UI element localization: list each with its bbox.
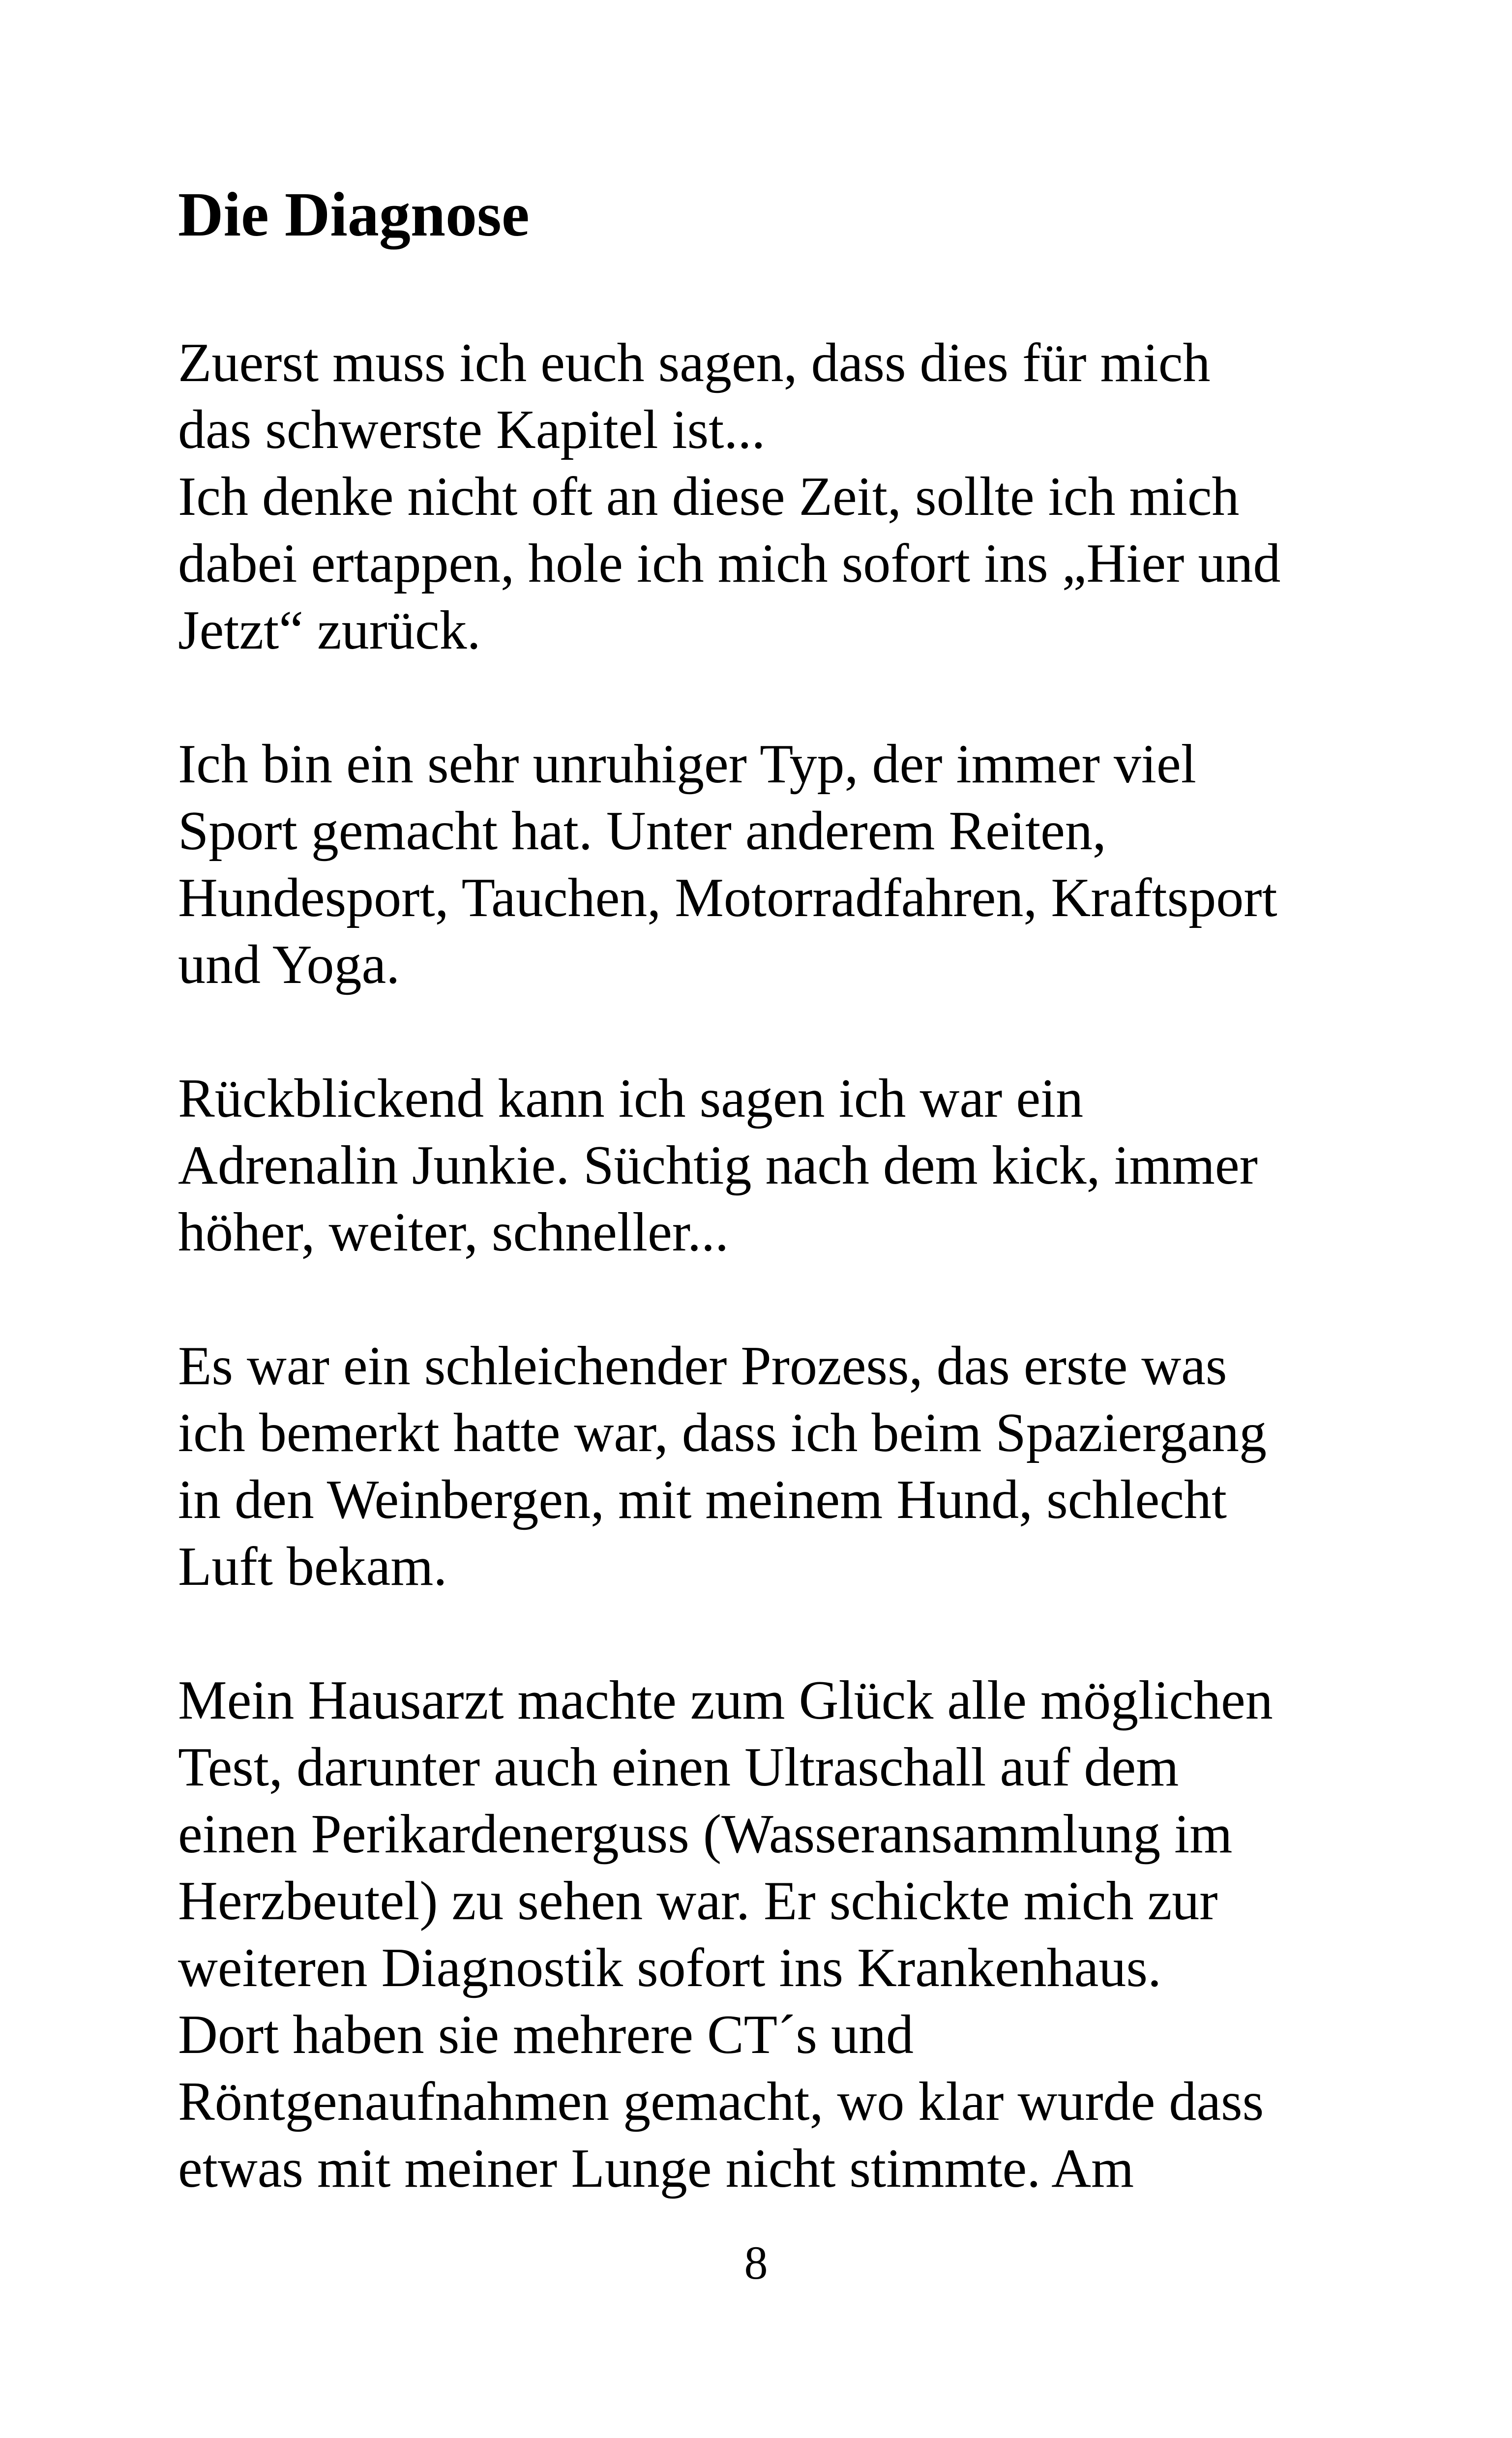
text-line: Sport gemacht hat. Unter anderem Reiten, [178, 801, 1106, 862]
paragraph [178, 1333, 1383, 1600]
text-line: höher, weiter, schneller... [178, 1202, 729, 1263]
text-line: einen Perikardenerguss (Wasseransammlung im [178, 1804, 1233, 1865]
text-line: Es war ein schleichender Prozess, das erste was [178, 1336, 1227, 1397]
text-line: Zuerst muss ich euch sagen, dass dies für mich [178, 332, 1211, 393]
text-line: in den Weinbergen, mit meinem Hund, schlecht [178, 1469, 1227, 1530]
text-line: weiteren Diagnostik sofort ins Krankenhaus. [178, 1937, 1161, 1998]
text-line: Adrenalin Junkie. Süchtig nach dem kick, immer [178, 1135, 1258, 1196]
text-line: das schwerste Kapitel ist... [178, 399, 766, 460]
paragraph [178, 329, 1383, 664]
text-line: Mein Hausarzt machte zum Glück alle möglichen [178, 1670, 1273, 1731]
text-line: Rückblickend kann ich sagen ich war ein [178, 1068, 1084, 1129]
chapter-title: Die Diagnose [178, 179, 530, 249]
paragraph [178, 1667, 1383, 2202]
text-line: Ich bin ein sehr unruhiger Typ, der immer viel [178, 734, 1196, 795]
paragraph [178, 731, 1383, 998]
text-line: Hundesport, Tauchen, Motorradfahren, Kraftsport [178, 867, 1277, 928]
text-line: Jetzt“ zurück. [178, 600, 481, 661]
text-line: Röntgenaufnahmen gemacht, wo klar wurde dass [178, 2071, 1264, 2132]
text-line: Herzbeutel) zu sehen war. Er schickte mich zur [178, 1871, 1218, 1932]
text-line: Ich denke nicht oft an diese Zeit, sollte ich mich [178, 466, 1240, 527]
text-line: und Yoga. [178, 934, 400, 995]
paragraph [178, 1065, 1383, 1266]
text-line: etwas mit meiner Lunge nicht stimmte. Am [178, 2138, 1134, 2199]
text-line: Dort haben sie mehrere CT´s und [178, 2004, 914, 2065]
text-line: Test, darunter auch einen Ultraschall auf dem [178, 1737, 1179, 1798]
text-line: Luft bekam. [178, 1536, 447, 1597]
text-line: ich bemerkt hatte war, dass ich beim Spaziergang [178, 1402, 1267, 1463]
chapter-body [178, 329, 1383, 2269]
page-number: 8 [744, 2236, 768, 2289]
text-line: dabei ertappen, hole ich mich sofort ins „Hier und [178, 533, 1281, 594]
